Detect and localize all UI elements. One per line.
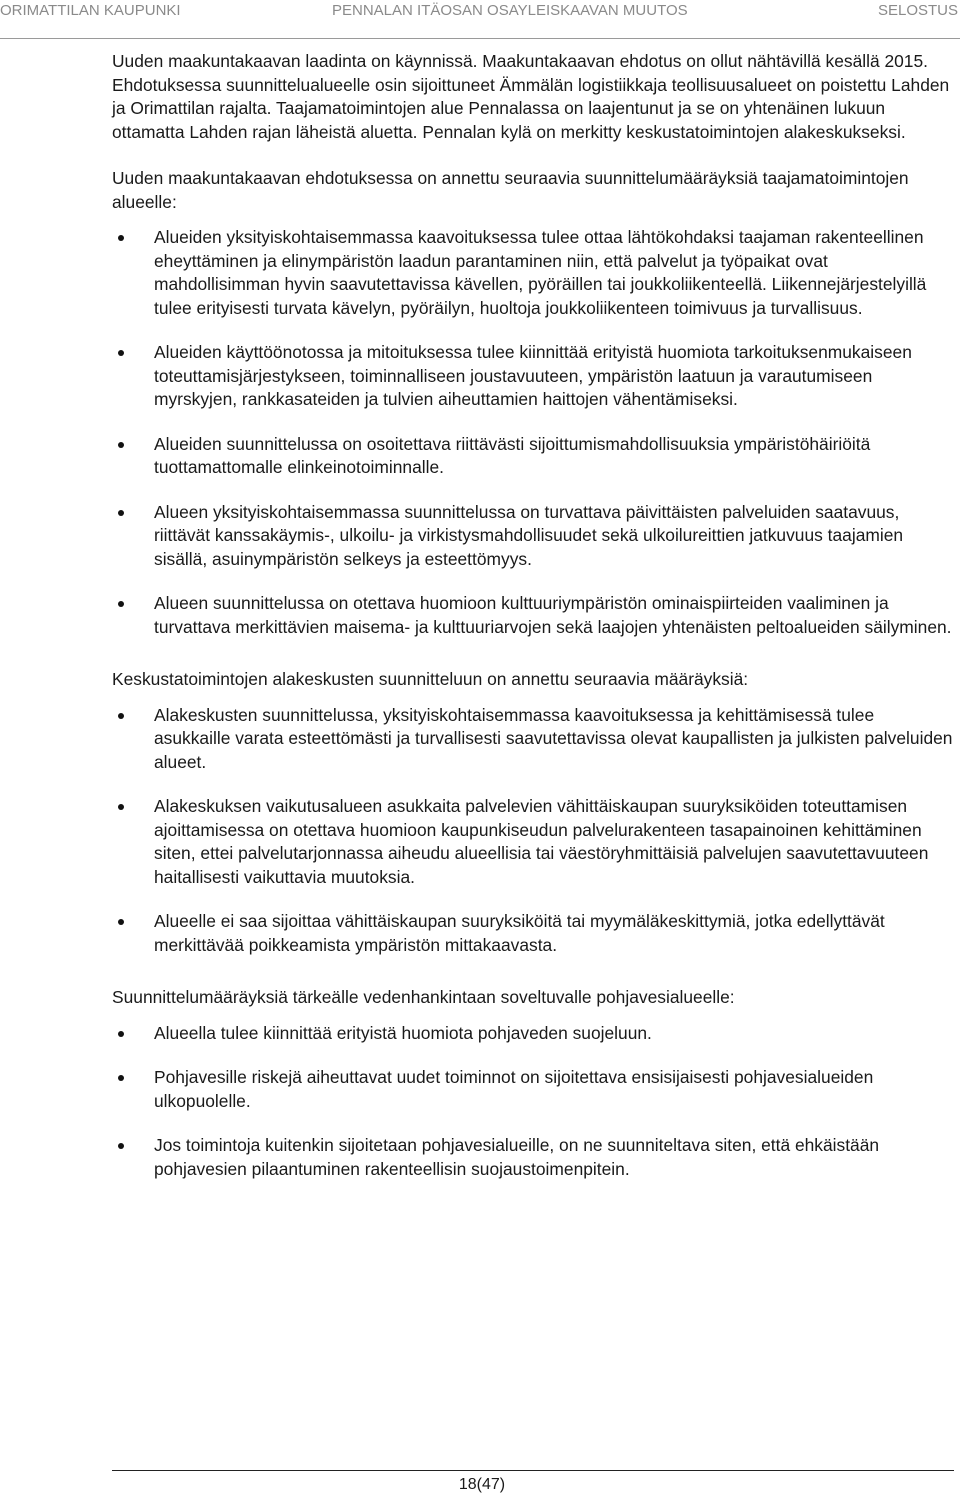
section3-list	[112, 1022, 954, 1182]
page-header	[0, 0, 960, 22]
list-item: Alakeskuksen vaikutusalueen asukkaita palvelevien vähittäiskaupan suuryksiköiden toteuttamisen ajoittamisessa on otettava huomioon kaupunkiseudun palvelurakenteen tasapainoinen kehittäminen siten, ettei palvelutarjonnassa aiheudu alueellisia tai väestöryhmittäisiä palvelujen saavutettavuuteen haitallisesti vaikuttavia muutoksia.	[112, 795, 954, 889]
header-document-type: SELOSTUS	[877, 2, 958, 19]
list-item: Alueiden suunnittelussa on osoitettava riittävästi sijoittumismahdollisuuksia ympäristöhäiriöitä tuottamattomalle elinkeinotoiminnalle.	[112, 433, 954, 480]
header-organization: ORIMATTILAN KAUPUNKI	[0, 2, 181, 19]
document-body	[112, 50, 954, 1202]
footer-divider	[112, 1470, 954, 1471]
list-item: Alueen yksityiskohtaisemmassa suunnittelussa on turvattava päivittäisten palveluiden saatavuus, riittävät kanssakäymis-, ulkoilu- ja virkistysmahdollisuudet sekä ulkoilureittien jatkuvuus taajamien sisällä, asuinympäristön selkeys ja esteettömyys.	[112, 501, 954, 572]
section1-heading: Uuden maakuntakaavan ehdotuksessa on annettu seuraavia suunnittelumääräyksiä taajamatoimintojen alueelle:	[112, 168, 909, 212]
list-item: Pohjavesille riskejä aiheuttavat uudet toiminnot on sijoitettava ensisijaisesti pohjavesialueiden ulkopuolelle.	[112, 1066, 954, 1113]
intro-paragraph: Uuden maakuntakaavan laadinta on käynnissä. Maakuntakaavan ehdotus on ollut nähtävillä kesällä 2015. Ehdotuksessa suunnittelualueelle osin sijoittuneet Ämmälän logistiikkaja teollisuusalueet on poistettu Lahden ja Orimattilan rajalta. Taajamatoimintojen alue Pennalassa on laajentunut ja se on yhtenäinen lukuun ottamatta Lahden rajan läheistä aluetta. Pennalan kylä on merkitty keskustatoimintojen alakeskukseksi.	[112, 51, 950, 142]
list-item: Alueiden yksityiskohtaisemmassa kaavoituksessa tulee ottaa lähtökohdaksi taajaman rakenteellinen eheyttäminen ja elinympäristön laadun parantaminen niin, että palvelut ja työpaikat ovat mahdollisimman hyvin saavutettavissa kävellen, pyöräillen tai joukkoliikenteellä. Liikennejärjestelyillä tulee erityisesti turvata kävelyn, pyöräilyn, huoltoja joukkoliikenteen toimivuus ja turvallisuus.	[112, 226, 954, 320]
section2-list	[112, 704, 954, 958]
list-item: Alakeskusten suunnittelussa, yksityiskohtaisemmassa kaavoituksessa ja kehittämisessä tulee asukkaille varata esteettömästi ja turvallisesti saavutettavissa olevat kaupallisten ja julkisten palveluiden alueet.	[112, 704, 954, 775]
section2-heading: Keskustatoimintojen alakeskusten suunnitteluun on annettu seuraavia määräyksiä:	[112, 669, 749, 689]
section3-heading: Suunnittelumääräyksiä tärkeälle vedenhankintaan soveltuvalle pohjavesialueelle:	[112, 987, 735, 1007]
header-divider	[0, 38, 960, 39]
list-item: Alueen suunnittelussa on otettava huomioon kulttuuriympäristön ominaispiirteiden vaaliminen ja turvattava merkittävien maisema- ja kulttuuriarvojen sekä laajojen yhtenäisten peltoalueiden säilyminen.	[112, 592, 954, 639]
section1-list	[112, 226, 954, 639]
header-document-title: PENNALAN ITÄOSAN OSAYLEISKAAVAN MUUTOS	[332, 2, 688, 19]
page-number: 18(47)	[458, 1476, 506, 1493]
list-item: Jos toimintoja kuitenkin sijoitetaan pohjavesialueille, on ne suunniteltava siten, että ehkäistään pohjavesien pilaantuminen rakenteellisin suojaustoimenpitein.	[112, 1134, 954, 1181]
list-item: Alueelle ei saa sijoittaa vähittäiskaupan suuryksiköitä tai myymäläkeskittymiä, jotka edellyttävät merkittävää poikkeamista ympäristön mittakaavasta.	[112, 910, 954, 957]
list-item: Alueella tulee kiinnittää erityistä huomiota pohjaveden suojeluun.	[112, 1022, 954, 1046]
list-item: Alueiden käyttöönotossa ja mitoituksessa tulee kiinnittää erityistä huomiota tarkoituksenmukaiseen toteuttamisjärjestykseen, toiminnalliseen joustavuuteen, ympäristön laatuun ja varautumiseen myrskyjen, rankkasateiden ja tulvien aiheuttamien haittojen vähentämiseksi.	[112, 341, 954, 412]
